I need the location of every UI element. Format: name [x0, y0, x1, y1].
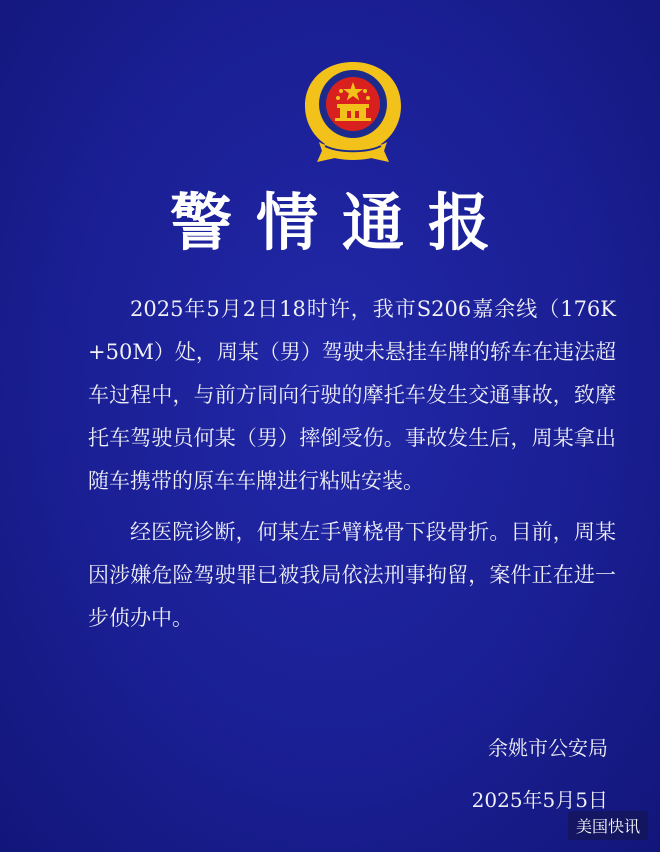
notice-body: [88, 288, 616, 648]
watermark: 美国快讯: [568, 811, 648, 840]
paragraph: 2025年5月2日18时许，我市S206嘉余线（176K+50M）处，周某（男）驾驶未悬挂车牌的轿车在违法超车过程中，与前方同向行驶的摩托车发生交通事故，致摩托车驾驶员何某（男）摔倒受伤。事故发生后，周某拿出随车携带的原车车牌进行粘贴安装。: [88, 297, 616, 493]
issuing-organization: 余姚市公安局: [488, 736, 608, 760]
police-emblem-icon: [295, 58, 411, 174]
issue-date: 2025年5月5日: [471, 788, 608, 812]
paragraph: 经医院诊断，何某左手臂桡骨下段骨折。目前，周某因涉嫌危险驾驶罪已被我局依法刑事拘留，案件正在进一步侦办中。: [88, 520, 616, 630]
page-title: 警情通报: [169, 186, 514, 259]
